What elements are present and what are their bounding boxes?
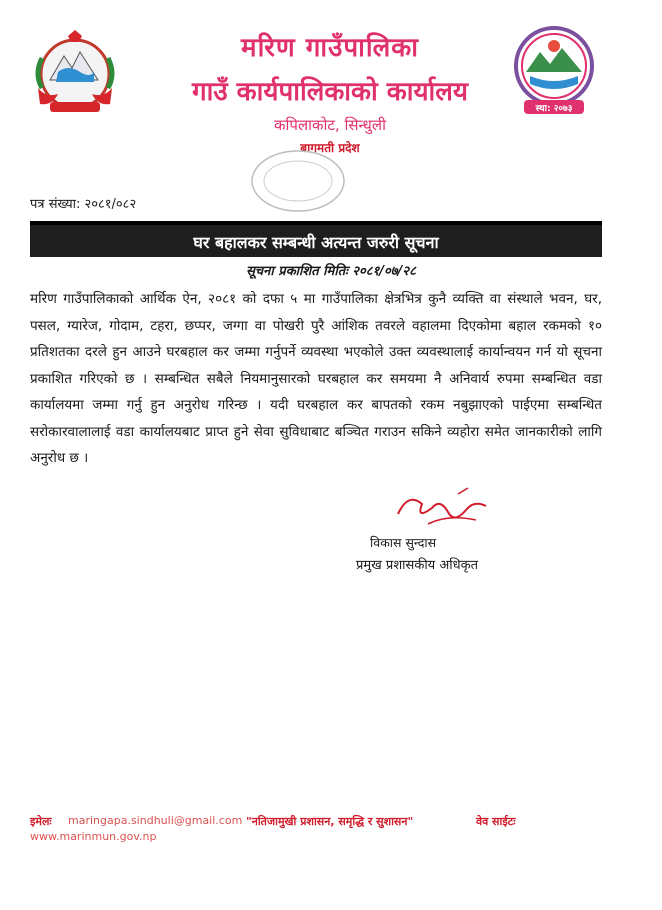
notice-publish-date: सूचना प्रकाशित मितिः २०८१/०७/२८ xyxy=(246,264,416,279)
footer-motto: "नतिजामुखी प्रशासन, समृद्धि र सुशासन" xyxy=(246,815,414,828)
nepal-emblem-logo xyxy=(28,28,122,120)
email-label: इमेलः xyxy=(30,815,52,828)
office-address: कपिलाकोट, सिन्धुली xyxy=(274,116,386,134)
notice-body: मरिण गाउँपालिकाको आर्थिक ऐन, २०८१ को दफा ५ मा गाउँपालिका क्षेत्रभित्र कुनै व्यक्ति वा संस्थाले भवन, घर, पसल, ग्यारेज, गोदाम, टहरा, छप्पर, जग्गा वा पोखरी पुरै आंशिक तवरले वहालमा दिएकोमा बहाल रकमको १० प्रतिशतका दरले हुन आउने घरबहाल कर जम्मा गर्नुपर्ने व्यवस्था भएकोले उक्त व्यवस्थालाई कार्यान्वयन गर्न यो सूचना प्रकाशित गरिएको छ । सम्बन्धित सबैले नियमानुसारको घरबहाल कर समयमा नै अनिवार्य रुपमा सम्बन्धित वडा कार्यालयमा जम्मा गर्नु हुन अनुरोध गरिन्छ । यदी घरबहाल कर बापतको रकम नबुझाएको पाईएमा सम्बन्धित सरोकारवालालाई वडा कार्यालयबाट प्राप्त हुने सेवा सुविधाबाट बञ्चित गराउन सकिने व्यहोरा समेत जानकारीको लागि अनुरोध छ । xyxy=(30,291,602,466)
notice-title-banner: घर बहालकर सम्बन्धी अत्यन्त जरुरी सूचना xyxy=(30,221,602,257)
org-name: मरिण गाउँपालिका xyxy=(241,33,419,63)
seal-year-label: स्था: २०७३ xyxy=(535,104,573,114)
website-link[interactable]: www.marinmun.gov.np xyxy=(30,830,157,843)
handwritten-signature xyxy=(388,484,498,534)
province-label: बागमती प्रदेश xyxy=(300,141,360,155)
signer-name: विकास सुन्दास xyxy=(370,535,437,550)
email-link[interactable]: maringapa.sindhuli@gmail.com xyxy=(68,814,243,827)
letter-reference-number: पत्र संख्या: २०८१/०८२ xyxy=(30,197,137,212)
office-stamp xyxy=(248,148,348,214)
office-name: गाउँ कार्यपालिकाको कार्यालय xyxy=(192,77,468,107)
website-label: वेव साईटः xyxy=(476,815,516,828)
signer-title: प्रमुख प्रशासकीय अधिकृत xyxy=(356,558,479,573)
